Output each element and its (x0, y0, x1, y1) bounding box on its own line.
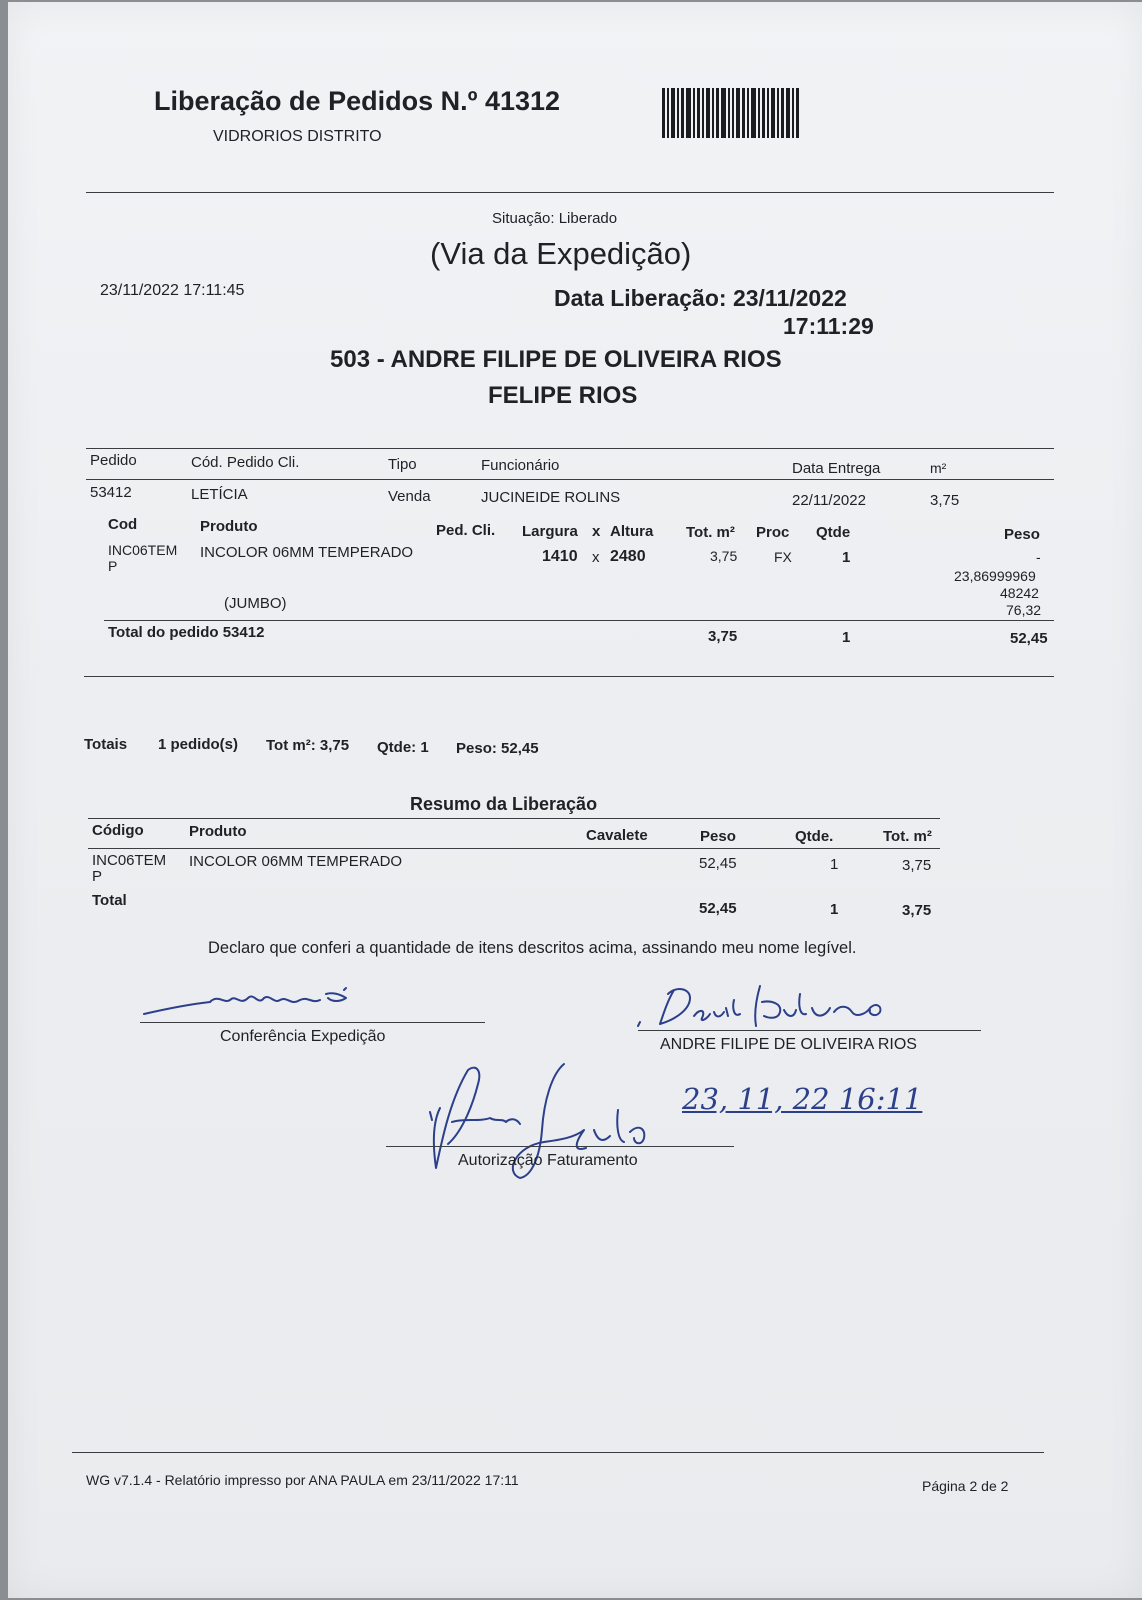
document-page (8, 2, 1142, 1598)
company-name: VIDRORIOS DISTRITO (213, 128, 382, 145)
footer-page-number: Página 2 de 2 (922, 1478, 1009, 1494)
order-total-qtde: 1 (842, 629, 851, 646)
col-altura: Altura (610, 523, 654, 540)
divider (84, 676, 1054, 677)
col-m2: m² (930, 460, 947, 476)
summary-item-product: INCOLOR 06MM TEMPERADO (189, 853, 403, 870)
col-produto: Produto (200, 518, 258, 535)
col-funcionario: Funcionário (481, 457, 560, 474)
summary-item-code: INC06TEM (92, 852, 167, 869)
item-peso-dash: - (1036, 549, 1041, 565)
totals-m2: Tot m²: 3,75 (266, 737, 350, 754)
totals-orders: 1 pedido(s) (158, 736, 239, 753)
handwritten-date: 23, 11, 22 16:11 (682, 1082, 923, 1116)
summary-col-cavalete: Cavalete (586, 827, 648, 844)
summary-col-tot-m2: Tot. m² (883, 828, 932, 845)
item-x: x (592, 549, 600, 566)
expedition-label: Conferência Expedição (220, 1028, 386, 1045)
divider (104, 620, 1054, 621)
col-ped-cli: Ped. Cli. (436, 522, 496, 539)
footer-report-info: WG v7.1.4 - Relatório impresso por ANA PAULA em 23/11/2022 17:11 (86, 1472, 519, 1488)
client-order-code: LETÍCIA (191, 486, 248, 503)
summary-item-weight: 52,45 (699, 855, 737, 872)
item-height: 2480 (610, 548, 646, 565)
summary-total-label: Total (92, 892, 127, 909)
order-total-m2: 3,75 (708, 628, 738, 645)
summary-total-weight: 52,45 (699, 900, 737, 917)
document-title: Liberação de Pedidos N.º 41312 (154, 86, 561, 116)
print-datetime: 23/11/2022 17:11:45 (100, 282, 245, 299)
item-tot-m2: 3,75 (710, 548, 738, 564)
item-qtde: 1 (842, 549, 851, 566)
client-signature-label: ANDRE FILIPE DE OLIVEIRA RIOS (660, 1036, 917, 1053)
order-m2: 3,75 (930, 492, 960, 509)
col-x: x (592, 523, 601, 540)
summary-total-m2: 3,75 (902, 902, 932, 919)
divider (88, 848, 940, 849)
summary-col-peso: Peso (700, 828, 736, 845)
divider (72, 1452, 1044, 1453)
divider (88, 818, 940, 819)
summary-total-qtde: 1 (830, 901, 839, 918)
signature-line (638, 1030, 981, 1031)
signature-line (140, 1022, 485, 1023)
summary-title: Resumo da Liberação (410, 794, 598, 814)
release-date: Data Liberação: 23/11/2022 (554, 285, 847, 311)
order-total-label: Total do pedido 53412 (108, 624, 265, 641)
summary-col-codigo: Código (92, 822, 144, 839)
release-time: 17:11:29 (783, 313, 874, 339)
summary-col-qtde: Qtde. (795, 828, 834, 845)
employee: JUCINEIDE ROLINS (481, 489, 621, 506)
col-qtde: Qtde (816, 524, 851, 541)
billing-authorization-label: Autorização Faturamento (458, 1152, 638, 1169)
item-note: (JUMBO) (224, 595, 287, 612)
client-signature (630, 980, 900, 1032)
summary-item-m2: 3,75 (902, 857, 932, 874)
col-tot-m2: Tot. m² (686, 524, 735, 541)
col-tipo: Tipo (388, 456, 417, 473)
order-type: Venda (388, 488, 431, 505)
client-alias: FELIPE RIOS (488, 382, 638, 409)
item-cod: INC06TEM (108, 542, 178, 558)
col-proc: Proc (756, 524, 790, 541)
col-cod-pedido-cli: Cód. Pedido Cli. (191, 454, 300, 471)
delivery-date: 22/11/2022 (792, 492, 866, 509)
expedition-signature (140, 986, 370, 1022)
col-pedido: Pedido (90, 452, 137, 469)
client-name: 503 - ANDRE FILIPE DE OLIVEIRA RIOS (330, 346, 782, 373)
divider (86, 479, 1054, 480)
copy-type: (Via da Expedição) (430, 236, 692, 271)
totals-qtde: Qtde: 1 (377, 739, 429, 756)
declaration-text: Declaro que conferi a quantidade de itens descritos acima, assinando meu nome legível. (208, 939, 857, 957)
barcode (662, 88, 801, 138)
item-cod-cont: P (108, 558, 118, 574)
item-peso-cont: 48242 (1000, 585, 1039, 601)
col-peso: Peso (1004, 526, 1040, 543)
item-peso: 23,86999969 (954, 568, 1036, 584)
order-total-peso: 52,45 (1010, 630, 1048, 647)
col-cod: Cod (108, 516, 138, 533)
status-text: Situação: Liberado (492, 210, 618, 227)
summary-item-code-cont: P (92, 868, 103, 885)
item-product: INCOLOR 06MM TEMPERADO (200, 544, 414, 561)
order-number: 53412 (90, 484, 132, 501)
divider (86, 448, 1054, 449)
totals-label: Totais (84, 736, 128, 753)
summary-item-qtde: 1 (830, 856, 839, 873)
summary-col-produto: Produto (189, 823, 247, 840)
signature-line (386, 1146, 734, 1147)
col-data-entrega: Data Entrega (792, 460, 881, 477)
col-largura: Largura (522, 523, 578, 540)
totals-weight: Peso: 52,45 (456, 740, 539, 757)
item-proc: FX (774, 549, 792, 565)
item-peso-cont: 76,32 (1006, 602, 1042, 618)
item-width: 1410 (542, 548, 578, 565)
divider (86, 192, 1054, 193)
